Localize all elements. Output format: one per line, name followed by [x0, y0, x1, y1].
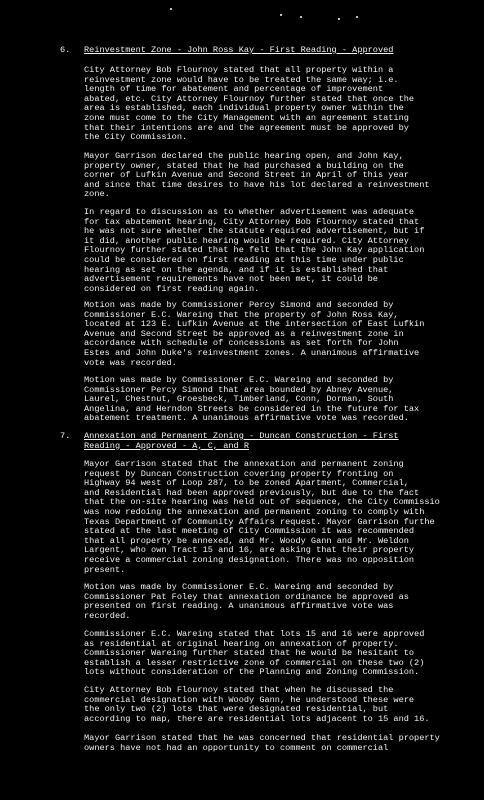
paragraph: Commissioner E.C. Wareing stated that lots 15 and 16 were approved as residential at original hearing on annexation of property. Commissioner Wareing further stated that he would be hesitant to establish a lesser restrictive zone of commercial on these two (2) lots without consideration of the Planning and Zoning Commission. [84, 629, 425, 678]
scan-marks [160, 6, 380, 22]
paragraph: In regard to discussion as to whether advertisement was adequate for tax abatement hearing, City Attorney Bob Flournoy stated that he was not sure whether the statute required advertisement, but if it did, another public hearing would be required. City Attorney Flournoy further stated that he felt that the John Kay application could be considered on first reading at this time under public hearing as set on the agenda, and if it is established that advertisement requirements have not been met, it could be considered on first reading again. [84, 207, 425, 294]
item-number: 7. [60, 431, 71, 441]
paragraph: Mayor Garrison stated that the annexation and permanent zoning request by Duncan Construction covering property fronting on Highway 94 west of Loop 287, to be zoned Apartment, Commercial, and Residential had been approved previously, but due to the fact that the on-site hearing was held out of sequence, the City Commissio was now redoing the annexation and permanent zoning to comply with Texas Department of Community Affairs request. Mayor Garrison furthe stated at the last meeting of City Commission it was recommended that all property be annexed, and Mr. Woody Gann and Mr. Weldon Largent, who own Tract 15 and 16, are asking that their property receive a commercial zoning designation. There was no opposition present. [84, 459, 440, 575]
item-title: Annexation and Permanent Zoning - Duncan Construction - First Reading - Approved - A, C, and R [84, 431, 399, 451]
paragraph: Motion was made by Commissioner E.C. Wareing and seconded by Commissioner Pat Foley that annexation ordinance be approved as presented on first reading. A unanimous affirmative vote was recorded. [84, 582, 409, 621]
paragraph: Mayor Garrison declared the public hearing open, and John Kay, property owner, stated that he had purchased a building on the corner of Lufkin Avenue and Second Street in April of this year and since that time desires to have his lot declared a reinvestment zone. [84, 151, 430, 200]
item-title: Reinvestment Zone - John Ross Kay - First Reading - Approved [84, 45, 394, 55]
paragraph: City Attorney Bob Flournoy stated that all property within a reinvestment zone would have to be treated the same way; i.e. length of time for abatement and percentage of improvement abated, etc. City Attorney Flournoy further stated that once the area is established, each individual property owner within the zone must come to the City Management with an agreement stating that their intentions are and the agreement must be approved by the City Commission. [84, 65, 415, 143]
paragraph: Mayor Garrison stated that he was concerned that residential property owners have not had an opportunity to comment on commercial [84, 733, 440, 753]
item-number: 6. [60, 45, 71, 55]
paragraph: Motion was made by Commissioner Percy Simond and seconded by Commissioner E.C. Wareing that the property of John Ross Kay, located at 123 E. Lufkin Avenue at the intersection of East Lufkin Avenue and Second Street be approved as a reinvestment zone in accordance with schedule of concessions as set forth for John Estes and John Duke's reinvestment zones. A unanimous affirmative vote was recorded. [84, 300, 425, 368]
paragraph: City Attorney Bob Flournoy stated that when he discussed the commercial designation with Woody Gann, he understood these were the only two (2) lots that were designated residential, but according to map, there are residential lots adjacent to 15 and 16. [84, 685, 430, 724]
paragraph: Motion was made by Commissioner E.C. Wareing and seconded by Commissioner Percy Simond that area bounded by Abney Avenue, Laurel, Chestnut, Groesbeck, Timberland, Conn, Dorman, South Angelina, and Herndon Streets be considered in the future for tax abatement treatment. A unanimous affirmative vote was recorded. [84, 375, 420, 424]
